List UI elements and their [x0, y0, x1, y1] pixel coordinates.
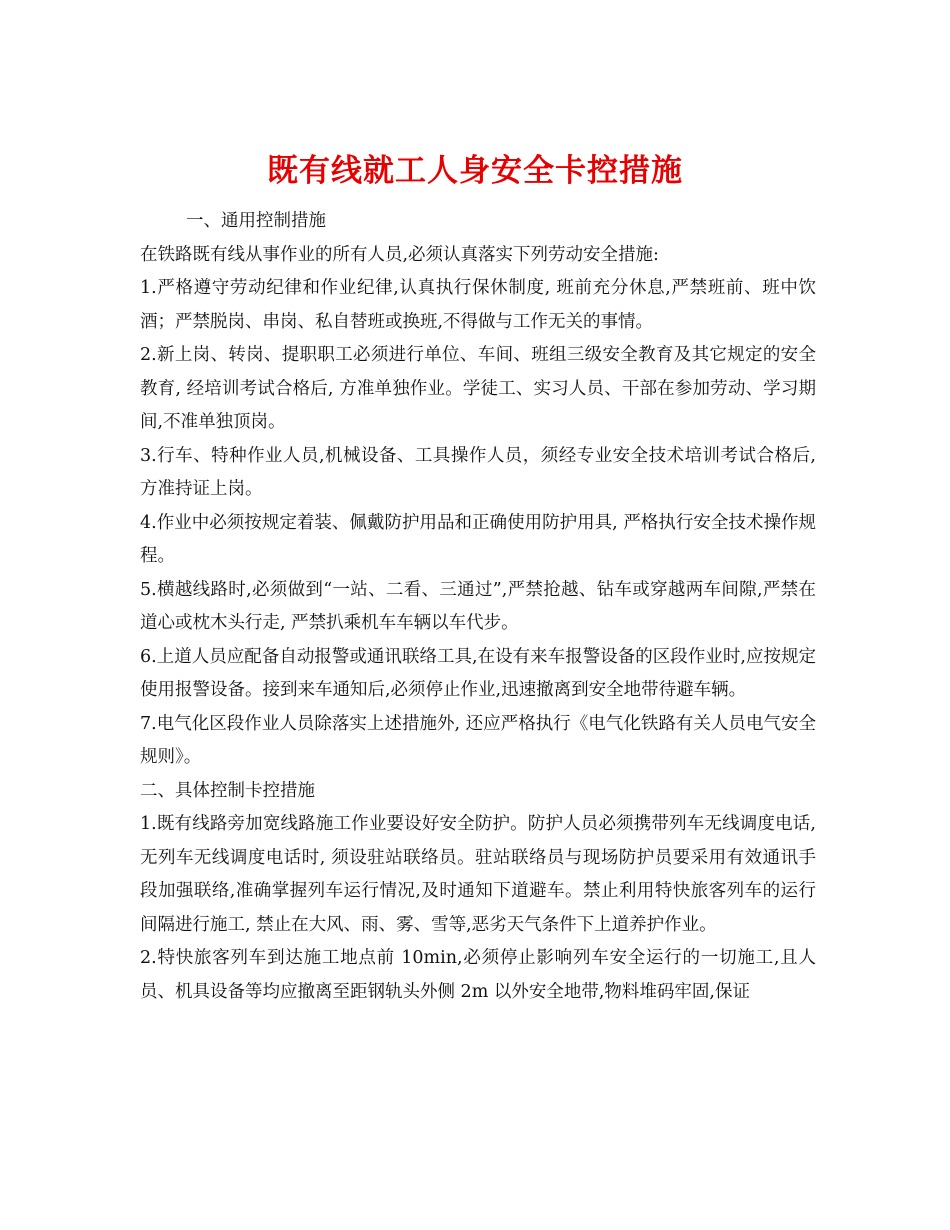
paragraph-specific-1: 1.既有线路旁加宽线路施工作业要设好安全防护。防护人员必须携带列车无线调度电话,无列车无线调度电话时, 须设驻站联络员。驻站联络员与现场防护员要采用有效通讯手段加强联络,准确掌握列车运行情况,及时通知下道避车。禁止利用特快旅客列车的运行间隔进行施工, 禁止在大风、雨、雾、雪等,恶劣天气条件下上道养护作业。: [140, 814, 816, 935]
document-title: 既有线就工人身安全卡控措施: [267, 152, 683, 189]
paragraph-intro: 在铁路既有线从事作业的所有人员,必须认真落实下列劳动安全措施:: [140, 244, 659, 265]
paragraph-item-5: 5.横越线路时,必须做到“一站、二看、三通过”,严禁抢越、钻车或穿越两车间隙,严禁在道心或枕木头行走, 严禁扒乘机车车辆以车代步。: [140, 579, 816, 633]
section-heading-specific: 二、具体控制卡控措施: [140, 780, 315, 801]
document-body: [140, 205, 816, 1009]
paragraph-item-2: 2.新上岗、转岗、提职职工必须进行单位、车间、班组三级安全教育及其它规定的安全教育, 经培训考试合格后, 方准单独作业。学徒工、实习人员、干部在参加劳动、学习期间,不准单独顶岗。: [140, 345, 816, 432]
paragraph-item-4: 4.作业中必须按规定着装、佩戴防护用品和正确使用防护用具, 严格执行安全技术操作规程。: [140, 512, 816, 566]
paragraph-specific-2: 2.特快旅客列车到达施工地点前 10min,必须停止影响列车安全运行的一切施工,且人员、机具设备等均应撤离至距钢轨头外侧 2m 以外安全地带,物料堆码牢固,保证: [140, 948, 816, 1002]
paragraph-item-3: 3.行车、特种作业人员,机械设备、工具操作人员，须经专业安全技术培训考试合格后, 方准持证上岗。: [140, 445, 816, 499]
section-heading-general: 一、通用控制措施: [186, 211, 326, 231]
paragraph-item-7: 7.电气化区段作业人员除落实上述措施外, 还应严格执行《电气化铁路有关人员电气安全规则》。: [140, 713, 816, 767]
paragraph-item-1: 1.严格遵守劳动纪律和作业纪律,认真执行保休制度, 班前充分休息,严禁班前、班中饮酒；严禁脱岗、串岗、私自替班或换班,不得做与工作无关的事情。: [140, 278, 816, 332]
paragraph-item-6: 6.上道人员应配备自动报警或通讯联络工具,在设有来车报警设备的区段作业时,应按规定使用报警设备。接到来车通知后,必须停止作业,迅速撤离到安全地带待避车辆。: [140, 646, 816, 700]
